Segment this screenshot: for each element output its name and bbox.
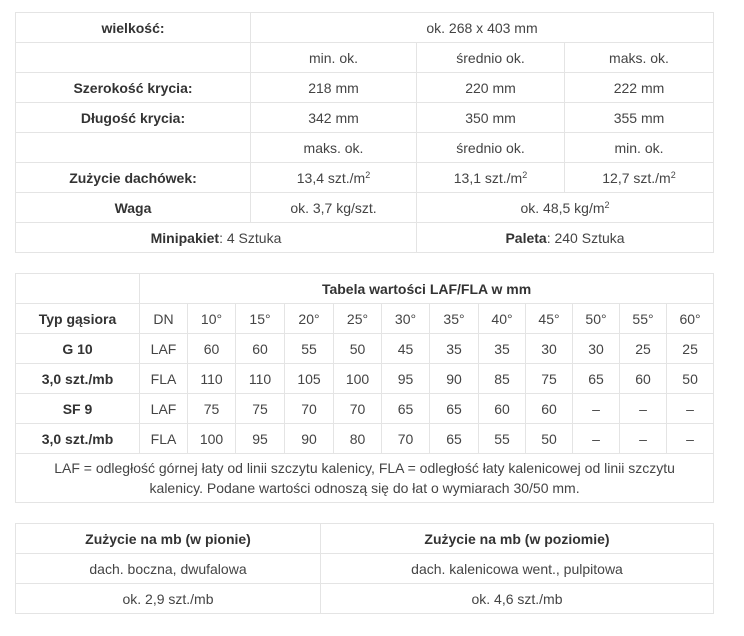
table-row	[16, 43, 714, 73]
row-label: SF 9	[16, 394, 140, 424]
value-cell: –	[573, 394, 620, 424]
width-min: 218 mm	[251, 73, 417, 103]
horizontal-usage-type: dach. kalenicowa went., pulpitowa	[321, 554, 714, 584]
row-label: 3,0 szt./mb	[16, 364, 140, 394]
horizontal-usage-header: Zużycie na mb (w poziomie)	[321, 524, 714, 554]
value-cell: 50	[667, 364, 714, 394]
value-cell: –	[667, 394, 714, 424]
length-label: Długość krycia:	[16, 103, 251, 133]
table-row	[16, 424, 714, 454]
table-row	[16, 334, 714, 364]
tile-specs-table	[15, 12, 714, 253]
value-cell: –	[620, 394, 667, 424]
pallet-value: : 240 Sztuka	[546, 229, 625, 246]
width-max: 222 mm	[565, 73, 714, 103]
angle-header: 55°	[620, 304, 667, 334]
usage-label: Zużycie dachówek:	[16, 163, 251, 193]
angle-header: 30°	[382, 304, 430, 334]
table-row	[16, 73, 714, 103]
row-dn: LAF	[140, 394, 188, 424]
value-cell: 65	[430, 394, 479, 424]
value-cell: 45	[382, 334, 430, 364]
length-max: 355 mm	[565, 103, 714, 133]
value-cell: 75	[188, 394, 236, 424]
row-dn: FLA	[140, 364, 188, 394]
value-cell: 50	[526, 424, 573, 454]
range-header-max: maks. ok.	[251, 133, 417, 163]
angle-header: 15°	[236, 304, 285, 334]
value-cell: 90	[430, 364, 479, 394]
value-cell: 95	[382, 364, 430, 394]
length-min: 342 mm	[251, 103, 417, 133]
weight-piece: ok. 3,7 kg/szt.	[251, 193, 417, 223]
vertical-usage-type: dach. boczna, dwufalowa	[16, 554, 321, 584]
table-row	[16, 304, 714, 334]
usage-max: 13,4 $szt./m^2$	[251, 163, 417, 193]
width-label: Szerokość krycia:	[16, 73, 251, 103]
laf-fla-table	[15, 273, 714, 503]
value-cell: –	[667, 424, 714, 454]
value-cell: 65	[573, 364, 620, 394]
laf-fla-note: LAF = odległość górnej łaty od linii szczytu kalenicy, FLA = odległość łaty kalenicowej od linii szczytu kalenicy. Podane wartości odnoszą się do łat o wymiarach 30/50 mm.	[16, 454, 714, 503]
table-row	[16, 454, 714, 503]
dn-header: DN	[140, 304, 188, 334]
usage-avg: 13,1 $szt./m^2$	[417, 163, 565, 193]
angle-header: 50°	[573, 304, 620, 334]
angle-header: 10°	[188, 304, 236, 334]
empty-cell	[16, 43, 251, 73]
value-cell: 25	[620, 334, 667, 364]
table-row	[16, 274, 714, 304]
table-row	[16, 394, 714, 424]
angle-header: 60°	[667, 304, 714, 334]
angle-header: 25°	[334, 304, 382, 334]
value-cell: 60	[236, 334, 285, 364]
table-row	[16, 163, 714, 193]
value-cell: 80	[334, 424, 382, 454]
table-row	[16, 524, 714, 554]
empty-cell	[16, 133, 251, 163]
minipack-label: Minipakiet	[150, 229, 220, 246]
value-cell: 110	[188, 364, 236, 394]
value-cell: 75	[526, 364, 573, 394]
size-value: ok. 268 x 403 mm	[251, 13, 714, 43]
value-cell: –	[620, 424, 667, 454]
size-label: wielkość:	[16, 13, 251, 43]
range-header-avg: średnio ok.	[417, 43, 565, 73]
minipack-cell	[16, 223, 417, 253]
value-cell: 30	[573, 334, 620, 364]
value-cell: 100	[334, 364, 382, 394]
vertical-usage-header: Zużycie na mb (w pionie)	[16, 524, 321, 554]
value-cell: 65	[430, 424, 479, 454]
angle-header: 35°	[430, 304, 479, 334]
type-header: Typ gąsiora	[16, 304, 140, 334]
table-row	[16, 223, 714, 253]
angle-header: 45°	[526, 304, 573, 334]
pallet-label: Paleta	[505, 229, 547, 246]
row-label: G 10	[16, 334, 140, 364]
value-cell: 110	[236, 364, 285, 394]
usage-min: 12,7 $szt./m^2$	[565, 163, 714, 193]
value-cell: 100	[188, 424, 236, 454]
table-row	[16, 103, 714, 133]
value-cell: 50	[334, 334, 382, 364]
row-dn: LAF	[140, 334, 188, 364]
width-avg: 220 mm	[417, 73, 565, 103]
row-label: 3,0 szt./mb	[16, 424, 140, 454]
value-cell: 60	[188, 334, 236, 364]
table-row	[16, 133, 714, 163]
value-cell: 75	[236, 394, 285, 424]
value-cell: –	[573, 424, 620, 454]
value-cell: 30	[526, 334, 573, 364]
weight-area: ok. 48,5 $kg/m^2$	[417, 193, 714, 223]
laf-fla-title: Tabela wartości LAF/FLA w mm	[140, 274, 714, 304]
usage-mb-table	[15, 523, 714, 614]
value-cell: 90	[285, 424, 334, 454]
angle-header: 40°	[479, 304, 526, 334]
row-dn: FLA	[140, 424, 188, 454]
value-cell: 60	[526, 394, 573, 424]
value-cell: 70	[285, 394, 334, 424]
value-cell: 25	[667, 334, 714, 364]
empty-cell	[16, 274, 140, 304]
value-cell: 85	[479, 364, 526, 394]
pallet-cell	[417, 223, 714, 253]
weight-label: Waga	[16, 193, 251, 223]
range-header-max: maks. ok.	[565, 43, 714, 73]
value-cell: 55	[479, 424, 526, 454]
table-row	[16, 584, 714, 614]
angle-header: 20°	[285, 304, 334, 334]
minipack-value: : 4 Sztuka	[219, 229, 282, 246]
table-row	[16, 364, 714, 394]
range-header-avg: średnio ok.	[417, 133, 565, 163]
value-cell: 35	[479, 334, 526, 364]
table-row	[16, 13, 714, 43]
horizontal-usage-value: ok. 4,6 szt./mb	[321, 584, 714, 614]
value-cell: 35	[430, 334, 479, 364]
vertical-usage-value: ok. 2,9 szt./mb	[16, 584, 321, 614]
range-header-min: min. ok.	[565, 133, 714, 163]
value-cell: 70	[382, 424, 430, 454]
value-cell: 70	[334, 394, 382, 424]
range-header-min: min. ok.	[251, 43, 417, 73]
length-avg: 350 mm	[417, 103, 565, 133]
value-cell: 60	[479, 394, 526, 424]
value-cell: 60	[620, 364, 667, 394]
table-row	[16, 554, 714, 584]
value-cell: 95	[236, 424, 285, 454]
table-row	[16, 193, 714, 223]
value-cell: 65	[382, 394, 430, 424]
value-cell: 55	[285, 334, 334, 364]
value-cell: 105	[285, 364, 334, 394]
